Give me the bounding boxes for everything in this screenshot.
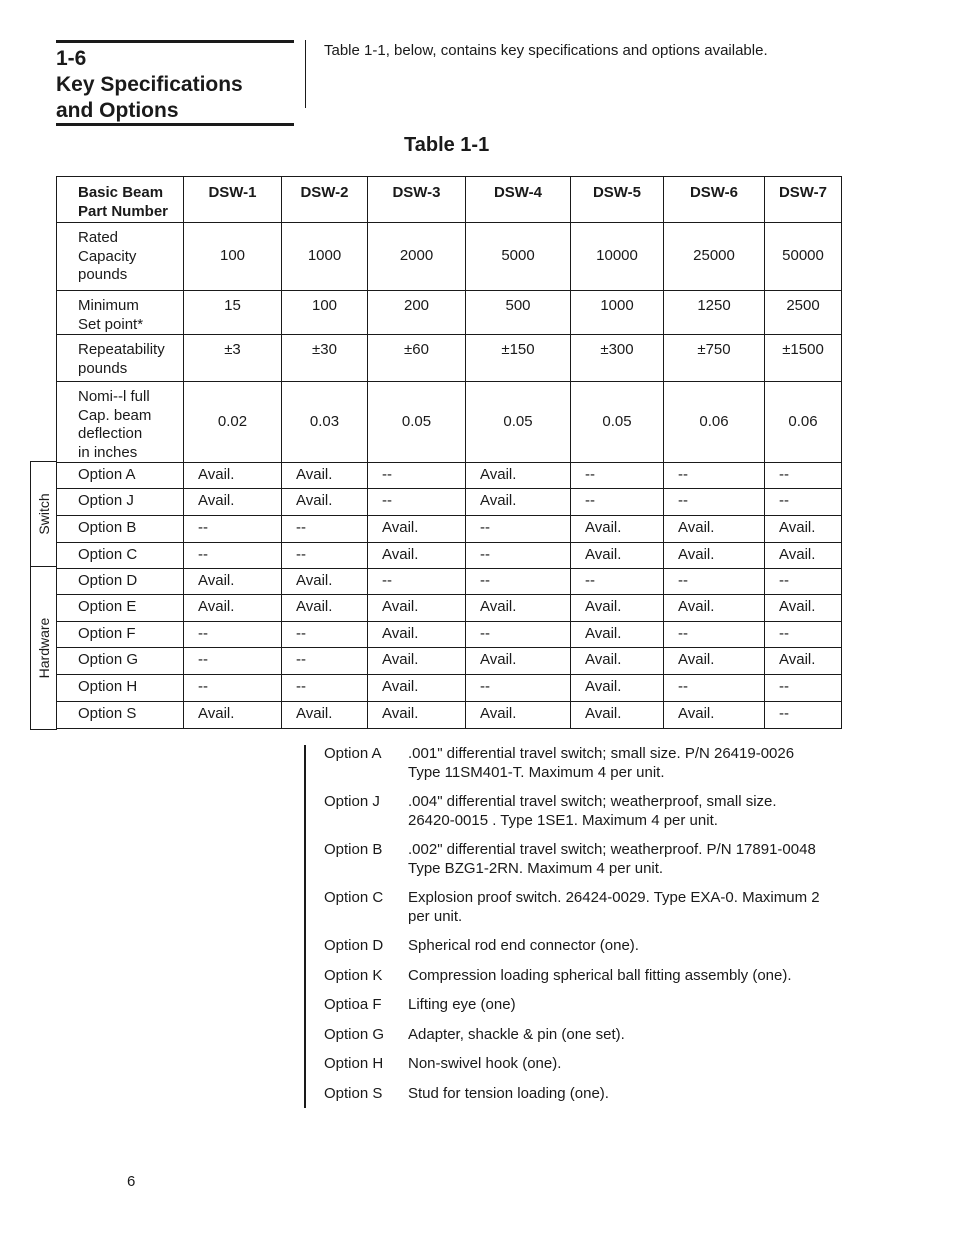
option-availability: Avail. [664, 702, 765, 729]
legend-item [324, 841, 844, 878]
option-availability: -- [184, 648, 282, 675]
spec-value: 1250 [664, 291, 765, 335]
spec-label-line: pounds [78, 359, 128, 377]
legend-key: Option J [324, 793, 380, 810]
option-availability: -- [765, 622, 842, 648]
legend-line: Adapter, shackle & pin (one set). [408, 1025, 625, 1043]
option-availability: Avail. [765, 648, 842, 675]
option-row [57, 489, 842, 516]
option-availability: -- [282, 675, 368, 702]
option-availability: Avail. [466, 702, 571, 729]
group-label-switch: Switch [36, 493, 52, 535]
spec-value: 0.02 [184, 382, 282, 463]
spec-row [57, 382, 842, 463]
option-availability: -- [368, 569, 466, 595]
spec-value: ±60 [368, 335, 466, 382]
legend-item [324, 793, 844, 830]
option-row [57, 648, 842, 675]
header-label-cell [57, 177, 184, 223]
option-availability: Avail. [368, 543, 466, 569]
spec-row [57, 291, 842, 335]
spec-table [56, 176, 842, 729]
option-row [57, 595, 842, 622]
spec-value: ±750 [664, 335, 765, 382]
option-availability: Avail. [282, 489, 368, 516]
option-availability: Avail. [466, 595, 571, 622]
table-title: Table 1-1 [404, 134, 490, 156]
model-header-7: DSW-7 [765, 177, 842, 223]
spec-value: 25000 [664, 223, 765, 291]
option-availability: Avail. [368, 622, 466, 648]
option-availability: Avail. [571, 516, 664, 543]
legend-line: 26420-0015 . Type 1SE1. Maximum 4 per unit. [408, 811, 718, 829]
option-label: Option E [57, 595, 184, 622]
spec-label-line: Minimum [78, 297, 139, 314]
model-header-6: DSW-6 [664, 177, 765, 223]
legend-description [408, 937, 844, 956]
spec-label-cell [57, 335, 184, 382]
option-availability: -- [765, 463, 842, 489]
legend-item [324, 967, 844, 986]
spec-value: 1000 [571, 291, 664, 335]
option-availability: -- [282, 648, 368, 675]
spec-value: 2000 [368, 223, 466, 291]
spec-value: 0.06 [664, 382, 765, 463]
option-availability: Avail. [664, 543, 765, 569]
legend-line: per unit. [408, 907, 463, 925]
option-availability: Avail. [571, 648, 664, 675]
option-label: Option B [57, 516, 184, 543]
options-legend [324, 745, 844, 1103]
option-availability: -- [664, 489, 765, 516]
option-availability: -- [368, 489, 466, 516]
option-availability: Avail. [282, 569, 368, 595]
legend-item [324, 889, 844, 926]
option-availability: -- [282, 516, 368, 543]
option-row [57, 516, 842, 543]
option-availability: Avail. [184, 569, 282, 595]
spec-value: ±1500 [765, 335, 842, 382]
spec-row [57, 335, 842, 382]
legend-line: Type 11SM401-T. Maximum 4 per unit. [408, 763, 665, 781]
option-row [57, 543, 842, 569]
section-title-line2: and Options [56, 99, 179, 122]
intro-text: Table 1-1, below, contains key specifications and options available. [324, 42, 768, 59]
spec-row [57, 223, 842, 291]
option-row [57, 702, 842, 729]
option-row [57, 463, 842, 489]
legend-description [408, 1085, 844, 1104]
legend-key: Optioa F [324, 996, 382, 1013]
group-hardware [30, 566, 57, 730]
option-availability: -- [184, 675, 282, 702]
spec-value: ±150 [466, 335, 571, 382]
legend-description [408, 793, 844, 830]
option-availability: Avail. [571, 622, 664, 648]
option-availability: Avail. [571, 595, 664, 622]
option-availability: Avail. [466, 463, 571, 489]
section-heading [56, 40, 294, 126]
option-availability: Avail. [664, 516, 765, 543]
option-availability: Avail. [466, 489, 571, 516]
legend-description [408, 889, 844, 926]
option-availability: Avail. [765, 543, 842, 569]
legend-key: Option K [324, 966, 383, 984]
spec-label-line: Nomi--l full [78, 388, 150, 405]
legend-line: Compression loading spherical ball fitting assembly (one). [408, 966, 792, 984]
legend-line: Spherical rod end connector (one). [408, 937, 639, 954]
header-label-line: Basic Beam [78, 184, 164, 201]
spec-label-cell [57, 291, 184, 335]
legend-description [408, 1055, 844, 1074]
model-header-1: DSW-1 [184, 177, 282, 223]
option-availability: Avail. [664, 648, 765, 675]
model-header-5: DSW-5 [571, 177, 664, 223]
option-availability: -- [664, 675, 765, 702]
legend-line: Type BZG1-2RN. Maximum 4 per unit. [408, 859, 664, 877]
option-availability: -- [184, 622, 282, 648]
spec-value: 0.03 [282, 382, 368, 463]
option-availability: Avail. [282, 702, 368, 729]
option-availability: Avail. [282, 595, 368, 622]
option-availability: -- [184, 543, 282, 569]
legend-key: Option C [324, 889, 384, 906]
spec-label-line: pounds [78, 266, 128, 283]
legend-item [324, 1026, 844, 1045]
option-availability: Avail. [368, 595, 466, 622]
spec-value: ±300 [571, 335, 664, 382]
option-row [57, 675, 842, 702]
option-availability: -- [571, 569, 664, 595]
legend-item [324, 937, 844, 956]
legend-item [324, 996, 844, 1015]
header-label-line: Part Number [78, 202, 169, 220]
option-availability: -- [466, 675, 571, 702]
option-availability: Avail. [664, 595, 765, 622]
option-row [57, 622, 842, 648]
spec-value: 0.06 [765, 382, 842, 463]
legend-description [408, 996, 844, 1015]
spec-label-cell [57, 382, 184, 463]
model-header-2: DSW-2 [282, 177, 368, 223]
option-availability: -- [466, 622, 571, 648]
spec-value: 50000 [765, 223, 842, 291]
option-availability: Avail. [282, 463, 368, 489]
section-title-line1: Key Specifications [56, 73, 243, 96]
spec-label-line: in inches [78, 443, 138, 461]
page-number: 6 [127, 1173, 136, 1190]
legend-description [408, 745, 844, 782]
legend-line: .001" differential travel switch; small size. P/N 26419-0026 [408, 745, 795, 762]
option-availability: -- [466, 569, 571, 595]
spec-value: 500 [466, 291, 571, 335]
option-availability: -- [368, 463, 466, 489]
option-availability: Avail. [184, 489, 282, 516]
option-label: Option S [57, 702, 184, 729]
option-label: Option C [57, 543, 184, 569]
option-availability: -- [765, 489, 842, 516]
option-label: Option H [57, 675, 184, 702]
option-availability: -- [466, 516, 571, 543]
option-label: Option F [57, 622, 184, 648]
option-availability: -- [282, 543, 368, 569]
option-label: Option G [57, 648, 184, 675]
legend-key: Option D [324, 937, 384, 954]
option-availability: -- [184, 516, 282, 543]
legend-line: Stud for tension loading (one). [408, 1084, 609, 1102]
spec-value: 100 [282, 291, 368, 335]
option-availability: Avail. [184, 702, 282, 729]
option-availability: Avail. [368, 516, 466, 543]
legend-item [324, 1085, 844, 1104]
option-label: Option D [57, 569, 184, 595]
legend-key: Option S [324, 1084, 383, 1102]
spec-value: 1000 [282, 223, 368, 291]
spec-label-cell [57, 223, 184, 291]
spec-value: 2500 [765, 291, 842, 335]
spec-value: ±30 [282, 335, 368, 382]
option-availability: -- [765, 569, 842, 595]
legend-key: Option A [324, 745, 382, 762]
option-availability: Avail. [184, 463, 282, 489]
option-availability: Avail. [765, 595, 842, 622]
legend-line: .004" differential travel switch; weatherproof, small size. [408, 793, 777, 810]
option-row [57, 569, 842, 595]
spec-value: 0.05 [571, 382, 664, 463]
legend-line: .002" differential travel switch; weatherproof. P/N 17891-0048 [408, 841, 816, 858]
legend-line: Non-swivel hook (one). [408, 1055, 562, 1072]
group-label-hardware: Hardware [36, 617, 52, 679]
spec-value: 15 [184, 291, 282, 335]
option-availability: -- [664, 463, 765, 489]
legend-key: Option H [324, 1055, 384, 1072]
legend-key: Option G [324, 1025, 385, 1043]
spec-label-line: Set point* [78, 315, 144, 333]
spec-label-line: Rated [78, 229, 119, 246]
spec-value: ±3 [184, 335, 282, 382]
spec-label-line: Repeatability [78, 341, 165, 358]
legend-description [408, 841, 844, 878]
legend-description [408, 1026, 844, 1045]
option-availability: -- [765, 675, 842, 702]
option-availability: Avail. [571, 675, 664, 702]
option-availability: -- [664, 569, 765, 595]
option-availability: Avail. [571, 543, 664, 569]
model-header-3: DSW-3 [368, 177, 466, 223]
option-availability: Avail. [184, 595, 282, 622]
spec-value: 0.05 [368, 382, 466, 463]
option-availability: -- [571, 489, 664, 516]
section-number: 1-6 [56, 47, 87, 70]
spec-value: 100 [184, 223, 282, 291]
spec-label-line: Capacity [78, 247, 137, 265]
spec-label-line: deflection [78, 425, 143, 442]
legend-line: Explosion proof switch. 26424-0029. Type EXA-0. Maximum 2 [408, 889, 820, 906]
legend-line: Lifting eye (one) [408, 996, 516, 1013]
option-availability: -- [571, 463, 664, 489]
spec-value: 200 [368, 291, 466, 335]
option-availability: Avail. [466, 648, 571, 675]
legend-key: Option B [324, 841, 383, 858]
model-header-4: DSW-4 [466, 177, 571, 223]
legend-item [324, 745, 844, 782]
option-label: Option A [57, 463, 184, 489]
spec-label-line: Cap. beam [78, 406, 152, 424]
option-availability: -- [765, 702, 842, 729]
spec-value: 10000 [571, 223, 664, 291]
spec-value: 5000 [466, 223, 571, 291]
legend-item [324, 1055, 844, 1074]
spec-value: 0.05 [466, 382, 571, 463]
group-switch [30, 461, 57, 567]
option-availability: -- [664, 622, 765, 648]
option-availability: -- [466, 543, 571, 569]
margin-rule-bottom [304, 745, 306, 1108]
margin-rule-top [305, 40, 306, 108]
option-label: Option J [57, 489, 184, 516]
option-availability: Avail. [765, 516, 842, 543]
option-availability: Avail. [368, 675, 466, 702]
option-availability: Avail. [368, 648, 466, 675]
legend-description [408, 967, 844, 986]
option-availability: Avail. [571, 702, 664, 729]
option-availability: Avail. [368, 702, 466, 729]
table-header-row [57, 177, 842, 223]
option-availability: -- [282, 622, 368, 648]
